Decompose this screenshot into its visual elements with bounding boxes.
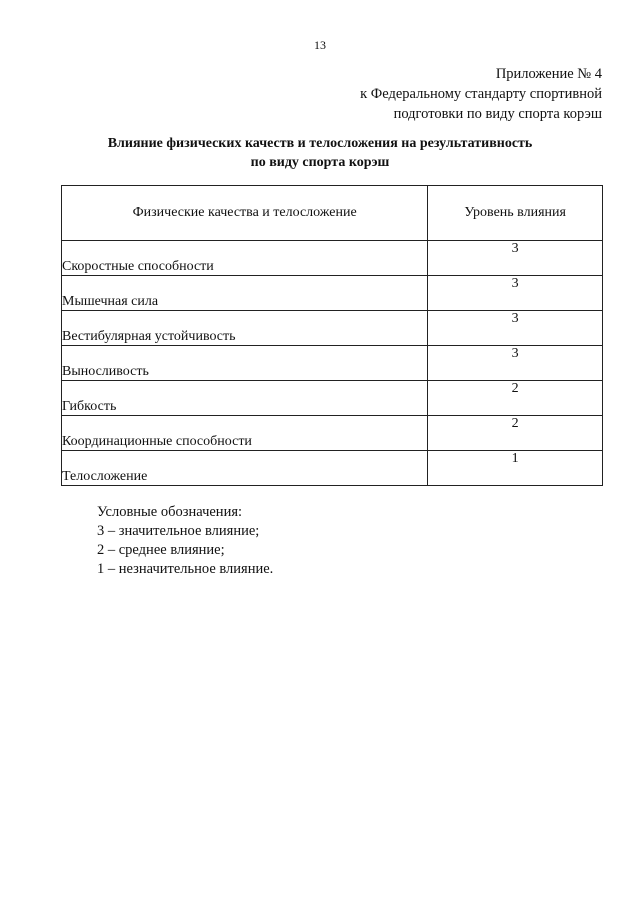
level-cell: 2 bbox=[428, 416, 603, 451]
legend-item: 3 – значительное влияние; bbox=[97, 523, 260, 539]
influence-table bbox=[61, 185, 603, 486]
appendix-line-1: Приложение № 4 bbox=[495, 66, 602, 82]
table-row bbox=[62, 241, 603, 276]
legend-item: 2 – среднее влияние; bbox=[97, 542, 225, 558]
quality-cell: Координационные способности bbox=[62, 416, 428, 451]
level-cell: 1 bbox=[428, 451, 603, 486]
level-cell: 3 bbox=[428, 346, 603, 381]
quality-cell: Телосложение bbox=[62, 451, 428, 486]
quality-cell: Мышечная сила bbox=[62, 276, 428, 311]
appendix-header bbox=[360, 64, 602, 124]
title-line-1: Влияние физических качеств и телосложения на результативность bbox=[107, 136, 533, 151]
title-line-2: по виду спорта корэш bbox=[250, 155, 390, 170]
level-cell: 3 bbox=[428, 276, 603, 311]
table-row bbox=[62, 346, 603, 381]
table-row bbox=[62, 276, 603, 311]
table-header-row bbox=[62, 186, 603, 241]
quality-cell: Вестибулярная устойчивость bbox=[62, 311, 428, 346]
legend-title: Условные обозначения: bbox=[97, 504, 243, 520]
table-row bbox=[62, 416, 603, 451]
appendix-line-3: подготовки по виду спорта корэш bbox=[393, 106, 602, 122]
header-level: Уровень влияния bbox=[428, 186, 603, 241]
level-cell: 3 bbox=[428, 311, 603, 346]
level-cell: 2 bbox=[428, 381, 603, 416]
legend-item: 1 – незначительное влияние. bbox=[97, 561, 274, 577]
table-row bbox=[62, 381, 603, 416]
page-number: 13 bbox=[314, 38, 326, 52]
legend bbox=[97, 503, 273, 579]
header-quality: Физические качества и телосложение bbox=[62, 186, 428, 241]
table-row bbox=[62, 451, 603, 486]
level-cell: 3 bbox=[428, 241, 603, 276]
quality-cell: Скоростные способности bbox=[62, 241, 428, 276]
table-row bbox=[62, 311, 603, 346]
quality-cell: Выносливость bbox=[62, 346, 428, 381]
document-title bbox=[0, 134, 640, 172]
quality-cell: Гибкость bbox=[62, 381, 428, 416]
appendix-line-2: к Федеральному стандарту спортивной bbox=[360, 86, 602, 102]
